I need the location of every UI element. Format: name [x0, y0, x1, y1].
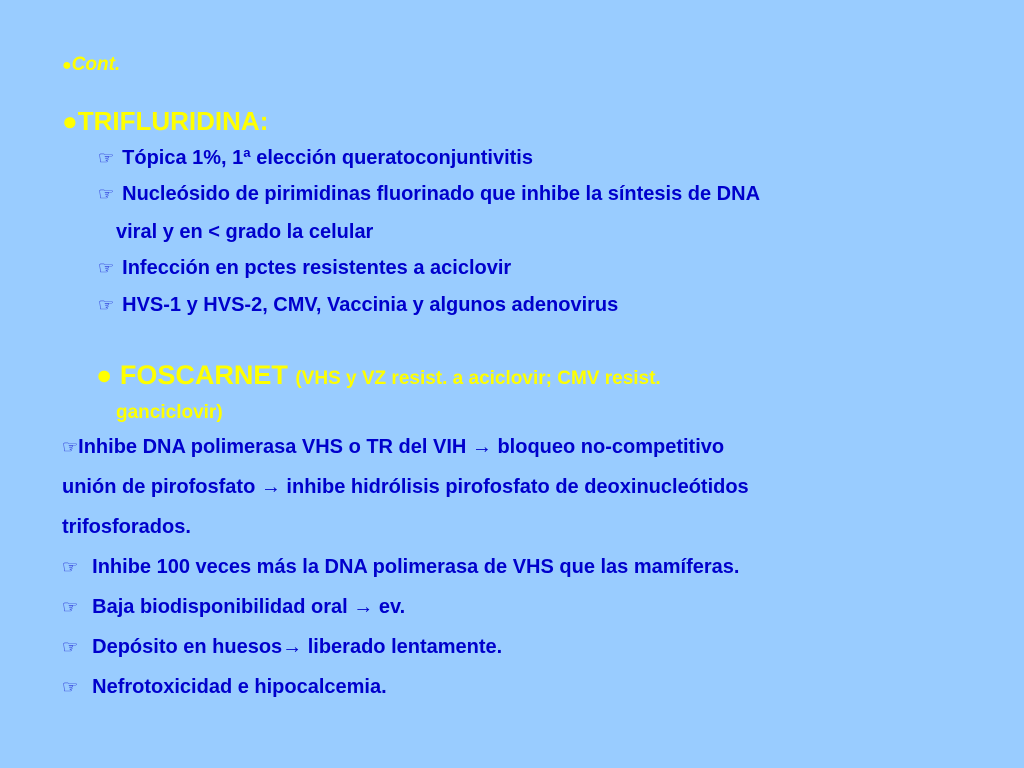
foscarnet-item [62, 636, 502, 659]
pointing-hand-icon: ☞ [62, 437, 79, 457]
pointing-hand-icon: ☞ [62, 557, 79, 577]
foscarnet-item-text: Inhibe 100 veces más la DNA polimerasa de VHS que las mamíferas. [92, 556, 740, 578]
foscarnet-item-text: Depósito en huesos→ liberado lentamente. [92, 636, 503, 658]
foscarnet-heading [96, 360, 661, 391]
pointing-hand-icon: ☞ [62, 637, 79, 657]
trifluridina-item-text: Nucleósido de pirimidinas fluorinado que inhibe la síntesis de DNA [122, 183, 761, 205]
pointing-hand-icon: ☞ [98, 258, 115, 278]
foscarnet-note: (VHS y VZ resist. a aciclovir; CMV resist. [295, 368, 661, 389]
trifluridina-label: TRIFLURIDINA: [77, 106, 269, 136]
pointing-hand-icon: ☞ [62, 677, 79, 697]
trifluridina-item-text: HVS-1 y HVS-2, CMV, Vaccinia y algunos adenovirus [122, 294, 619, 316]
foscarnet-item [62, 556, 739, 579]
pointing-hand-icon: ☞ [62, 597, 79, 617]
pointing-hand-icon: ☞ [98, 184, 115, 204]
foscarnet-item-text: Baja biodisponibilidad oral → ev. [92, 596, 406, 618]
bullet-dot-icon: ● [62, 57, 72, 74]
foscarnet-note-continuation: ganciclovir) [116, 402, 223, 423]
foscarnet-paragraph-text: Inhibe DNA polimerasa VHS o TR del VIH → bloqueo no-competitivo [78, 436, 725, 458]
foscarnet-title: FOSCARNET [119, 360, 288, 390]
trifluridina-item [98, 294, 618, 317]
trifluridina-item-text: Tópica 1%, 1ª elección queratoconjuntivitis [122, 147, 533, 169]
bullet-dot-icon: ● [96, 360, 113, 390]
foscarnet-item [62, 596, 405, 619]
foscarnet-paragraph-line: unión de pirofosfato → inhibe hidrólisis pirofosfato de deoxinucleótidos [62, 476, 749, 498]
trifluridina-title [62, 106, 268, 137]
cont-label: Cont. [71, 54, 121, 75]
trifluridina-item [98, 257, 511, 280]
bullet-dot-icon: ● [62, 106, 78, 136]
trifluridina-item [98, 183, 760, 206]
foscarnet-paragraph-line [62, 436, 724, 459]
trifluridina-item-text: Infección en pctes resistentes a aciclovir [122, 257, 512, 279]
pointing-hand-icon: ☞ [98, 295, 115, 315]
cont-heading [62, 54, 120, 76]
foscarnet-item [62, 676, 387, 699]
foscarnet-paragraph-line: trifosforados. [62, 516, 191, 538]
trifluridina-item [98, 147, 533, 170]
pointing-hand-icon: ☞ [98, 148, 115, 168]
foscarnet-item-text: Nefrotoxicidad e hipocalcemia. [92, 676, 387, 698]
trifluridina-item-continuation: viral y en < grado la celular [116, 221, 374, 243]
